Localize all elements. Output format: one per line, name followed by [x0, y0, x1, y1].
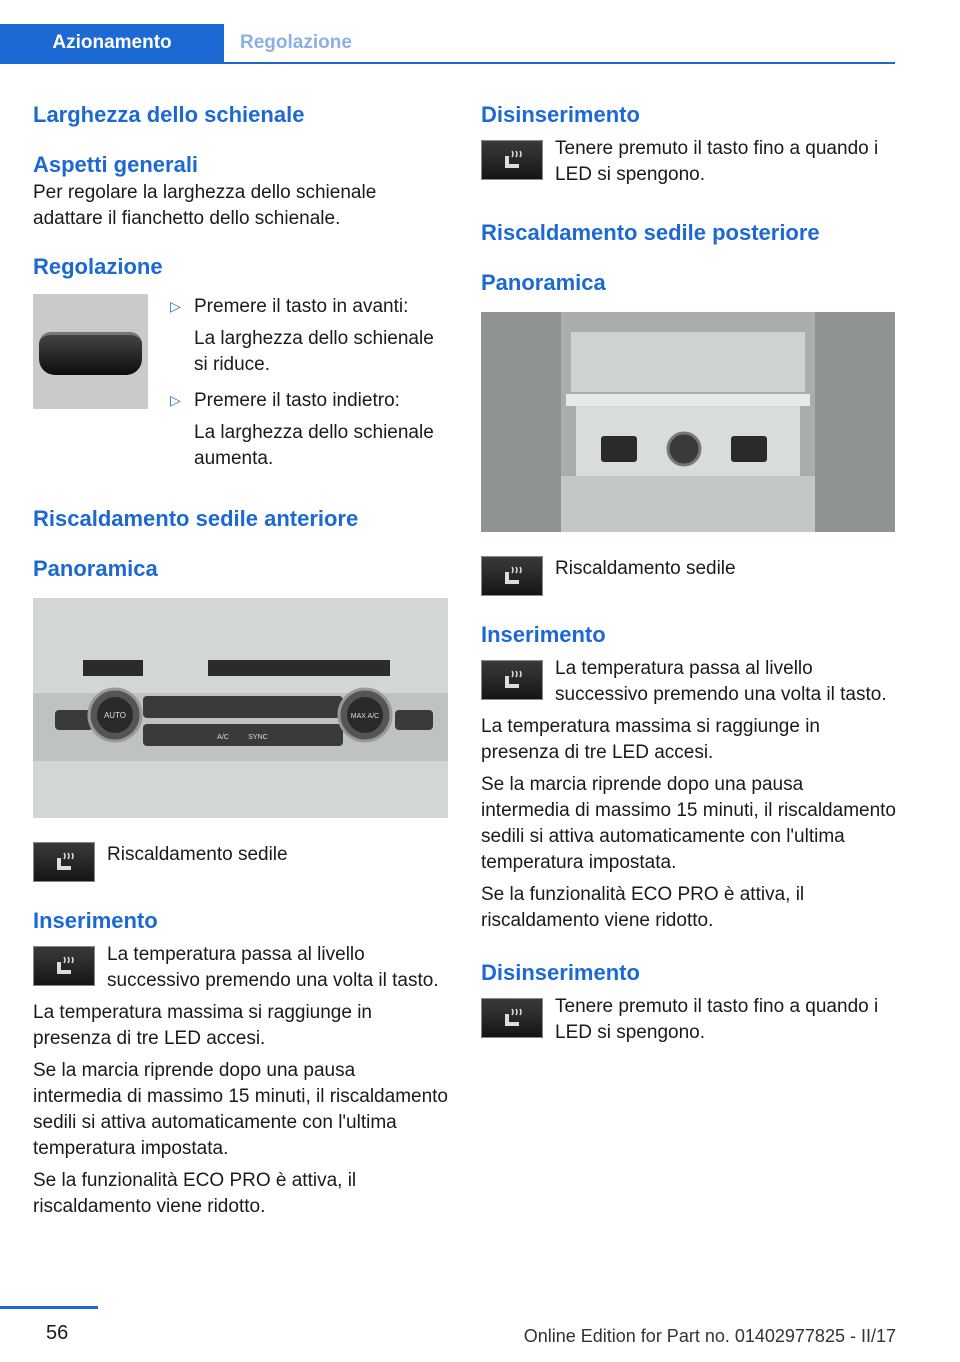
seat-heat-button-icon [481, 556, 543, 596]
seat-heat-button-icon [481, 140, 543, 180]
seat-heat-legend [33, 838, 448, 882]
resume-text: Se la marcia riprende dopo una pausa intermedia di massimo 15 minuti, il riscaldamento sedili si attiva automaticamente con l'ultima temperatura impostata. [481, 774, 896, 873]
resume-text: Se la marcia riprende dopo una pausa intermedia di massimo 15 minuti, il riscaldamento sedili si attiva automaticamente con l'ultima temperatura impostata. [33, 1060, 448, 1159]
auto-knob-label: AUTO [103, 711, 127, 720]
max-temp-text: La temperatura massima si raggiunge in presenza di tre LED accesi. [481, 716, 821, 763]
edition-note: Online Edition for Part no. 01402977825 - II/17 [523, 1326, 896, 1346]
sync-button-label: SYNC [248, 734, 268, 741]
heading-general: Aspetti generali [33, 152, 199, 177]
switch-on-text: La temperatura passa al livello successivo premendo una volta il tasto. [107, 944, 439, 991]
eco-pro-text: Se la funzionalità ECO PRO è attiva, il riscaldamento viene ridotto. [33, 1170, 357, 1217]
heading-rear-seat-heating: Riscaldamento sedile posteriore [481, 220, 820, 245]
bullet-subtext: La larghezza dello schienale si riduce. [194, 328, 434, 375]
header-tabs [0, 24, 895, 64]
heading-adjustment: Regolazione [33, 254, 163, 279]
switch-off-row [481, 994, 896, 1046]
climate-panel-image [33, 598, 448, 818]
heading-backrest-width: Larghezza dello schienale [33, 102, 305, 127]
right-column [481, 100, 896, 1046]
switch-off-text: Tenere premuto il tasto fino a quando i LED si spengono. [555, 996, 879, 1043]
list-item [170, 388, 448, 472]
heading-switch-off: Disinserimento [481, 960, 640, 985]
max-temp-text: La temperatura massima si raggiunge in presenza di tre LED accesi. [33, 1002, 373, 1049]
switch-off-row [481, 136, 896, 188]
heading-overview: Panoramica [33, 556, 158, 581]
heading-switch-on: Inserimento [481, 622, 606, 647]
list-item [170, 294, 448, 378]
ac-button-label: A/C [217, 734, 229, 741]
left-column [33, 100, 448, 1220]
rear-console-image [481, 312, 895, 532]
seat-heat-label: Riscaldamento sedile [555, 558, 736, 579]
heading-switch-off: Disinserimento [481, 102, 640, 127]
bullet-text: Premere il tasto indietro: [194, 390, 400, 411]
switch-on-text: La temperatura passa al livello successivo premendo una volta il tasto. [555, 658, 887, 705]
climate-panel-illustration [33, 598, 448, 818]
heading-switch-on: Inserimento [33, 908, 158, 933]
bullet-subtext: La larghezza dello schienale aumenta. [194, 422, 434, 469]
tab-regolazione[interactable]: Regolazione [240, 32, 352, 53]
adjustment-list [170, 294, 448, 472]
heading-overview: Panoramica [481, 270, 606, 295]
tab-azionamento[interactable]: Azionamento [0, 24, 224, 62]
eco-pro-text: Se la funzionalità ECO PRO è attiva, il riscaldamento viene ridotto. [481, 884, 805, 931]
bullet-text: Premere il tasto in avanti: [194, 296, 409, 317]
switch-on-row [33, 942, 448, 994]
rear-seat-heat-legend [481, 552, 896, 596]
rear-console-illustration [481, 312, 895, 532]
switch-on-row [481, 656, 896, 708]
triangle-bullet-icon: ▷ [170, 298, 181, 314]
triangle-bullet-icon: ▷ [170, 392, 181, 408]
footer-rule [0, 1306, 98, 1309]
general-text: Per regolare la larghezza dello schienale adattare il fianchetto dello schienale. [33, 182, 377, 229]
adjustment-block [33, 294, 448, 472]
seat-heat-label: Riscaldamento sedile [107, 844, 288, 865]
backrest-switch-image [33, 294, 148, 409]
seat-heat-button-icon [481, 660, 543, 700]
page-number: 56 [46, 1322, 69, 1344]
switch-off-text: Tenere premuto il tasto fino a quando i LED si spengono. [555, 138, 879, 185]
seat-heat-button-icon [33, 842, 95, 882]
seat-heat-button-icon [481, 998, 543, 1038]
heading-front-seat-heating: Riscaldamento sedile anteriore [33, 506, 359, 531]
backrest-switch-icon [39, 332, 142, 375]
max-ac-knob-label: MAX A/C [350, 713, 380, 720]
seat-heat-button-icon [33, 946, 95, 986]
